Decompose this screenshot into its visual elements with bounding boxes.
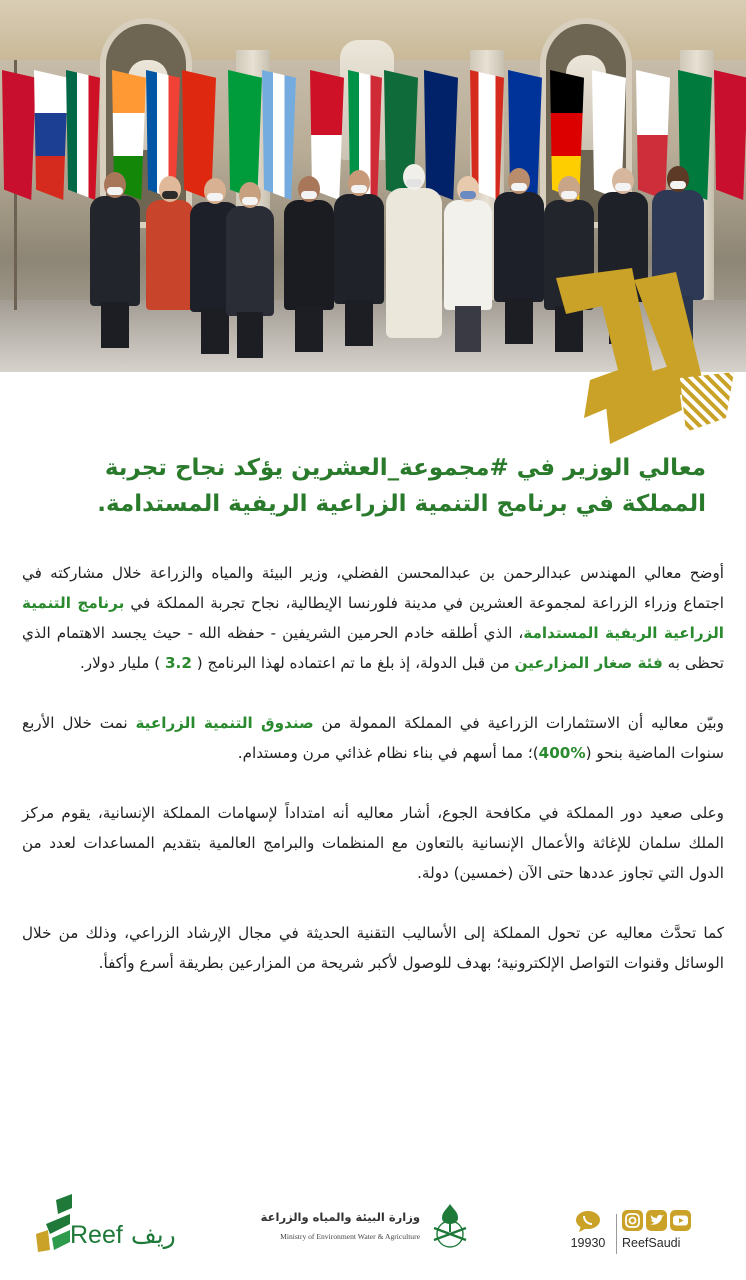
highlight-fund-name: صندوق التنمية الزراعية [135, 714, 314, 732]
flag [714, 70, 746, 200]
person [444, 176, 492, 344]
reef-logo [36, 1194, 196, 1258]
article-body [22, 558, 724, 1008]
person [284, 176, 334, 346]
paragraph-1 [22, 558, 724, 678]
reef-wordmark [70, 1220, 176, 1250]
ministry-logo [260, 1202, 472, 1254]
paragraph-text: )؛ مما أسهم في بناء نظام غذائي مرن ومستدام. [237, 744, 539, 762]
highlight-amount: 3.2 [164, 654, 192, 672]
paragraph-4: كما تحدَّث معاليه عن تحول المملكة إلى الأساليب التقنية الحديثة في مجال الإرشاد الزراعي، وذلك من خلال الوسائل وقنوات التواصل الإلكترونية؛ بهدف للوصول لأكبر شريحة من المزارعين بطريقة أسرع وأكفأ. [22, 924, 724, 972]
flag [34, 70, 68, 200]
paragraph-text: أوضح معالي المهندس عبدالرحمن بن عبدالمحسن الفضلي، وزير البيئة والمياه والزراعة خلال مشاركته في اجتماع وزراء الزراعة لمجموعة العشرين في مدينة فلورنسا الإيطالية، نجاح تجربة المملكة في [22, 564, 724, 612]
social-icons [622, 1210, 706, 1232]
paragraph-text: ، الذي أطلقه خادم الحرمين الشريفين - حفظه الله - حيث يجسد الاهتمام الذي تحظى به [22, 624, 724, 672]
youtube-icon[interactable] [670, 1210, 691, 1231]
paragraph-text: وبيّن معاليه أن الاستثمارات الزراعية في المملكة الممولة من [313, 714, 724, 732]
paragraph-2 [22, 708, 724, 768]
social-handle[interactable]: ReefSaudi [622, 1236, 681, 1250]
highlight-small-farmers: فئة صغار المزارعين [514, 654, 663, 672]
brand-chevron-graphic [556, 268, 734, 446]
highlight-percentage: 400% [538, 744, 586, 762]
chat-bubble-icon [575, 1210, 601, 1232]
divider [616, 1214, 617, 1254]
headline [40, 450, 706, 522]
person [90, 172, 140, 348]
saudi-emblem-icon [428, 1202, 472, 1248]
footer [0, 1182, 746, 1280]
person [146, 176, 194, 346]
person [494, 168, 544, 344]
paragraph-3: وعلى صعيد دور المملكة في مكافحة الجوع، أشار معاليه أنه امتداداً لإسهامات المملكة الإنسانية، يقوم مركز الملك سلمان للإغاثة والأعمال الإنسانية بالتعاون مع المنظمات والبرامج العالمية بتقديم المساعدات لعدد من الدول التي تجاوز عددها حتى الآن (خمسين) دولة. [22, 804, 724, 882]
paragraph-text: ) مليار دولار. [79, 654, 165, 672]
reef-leaf-icon [36, 1194, 74, 1252]
phone-number: 19930 [570, 1236, 606, 1250]
ministry-name-ar: وزارة البيئة والمياه والزراعة [260, 1210, 420, 1224]
person [334, 170, 384, 346]
highlight-program-name: برنامج التنمية الزراعية الريفية المستدامة [22, 594, 724, 642]
person [226, 182, 274, 348]
contact-info [560, 1210, 710, 1260]
flag [2, 70, 36, 200]
ministry-name-en: Ministry of Environment Water & Agriculture [280, 1232, 420, 1241]
twitter-icon[interactable] [646, 1210, 667, 1231]
instagram-icon[interactable] [622, 1210, 643, 1231]
reef-name-ar: ريف [130, 1221, 176, 1249]
social-links [622, 1210, 706, 1250]
reef-name-en: Reef [70, 1221, 123, 1249]
person [386, 164, 442, 340]
headline-line-1: معالي الوزير في #مجموعة_العشرين يؤكد نجاح تجربة [104, 455, 706, 481]
paragraph-text: من قبل الدولة، إذ بلغ ما تم اعتماده لهذا البرنامج ( [191, 654, 515, 672]
phone-contact[interactable] [564, 1210, 612, 1250]
paragraph-text: نمت خلال الأربع سنوات الماضية بنحو ( [22, 714, 724, 762]
headline-line-2: المملكة في برنامج التنمية الزراعية الريفية المستدامة. [97, 491, 706, 517]
